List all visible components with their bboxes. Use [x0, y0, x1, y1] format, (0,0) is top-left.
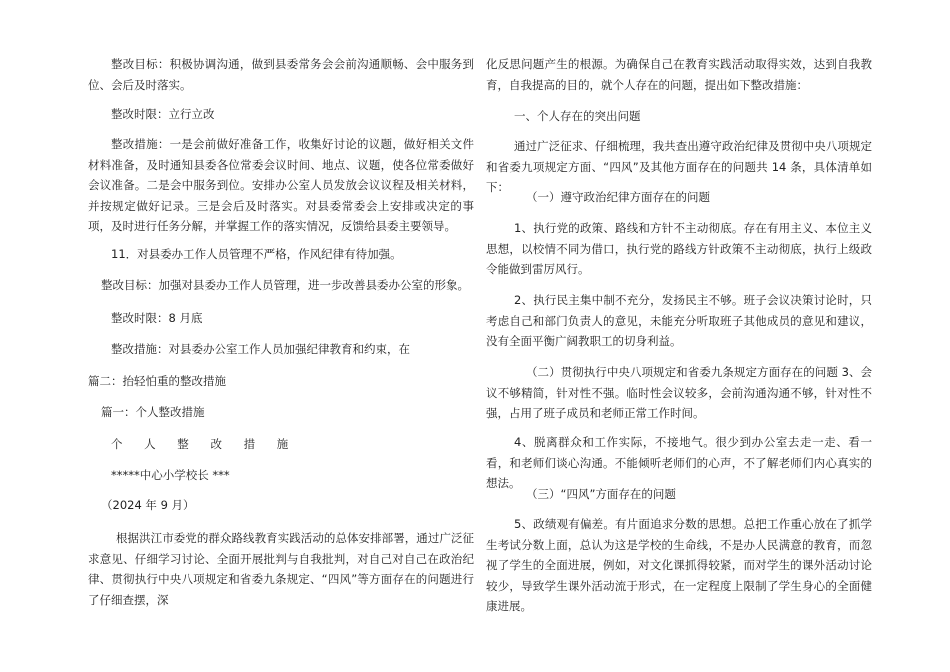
right-paragraph-1: 化反思问题产生的根源。为确保自己在教育实践活动取得实效，达到自我教育，自我提高的目的，就个人存在的问题，提出如下整改措施： — [486, 57, 872, 92]
author-line: *****中心小学校长 *** — [111, 468, 230, 482]
subsection-heading: 篇一：个人整改措施 — [101, 405, 205, 419]
right-heading-1: 一、个人存在的突出问题 — [514, 109, 641, 123]
right-paragraph-4: 2、执行民主集中制不充分，发扬民主不够。班子会议决策讨论时，只考虑自己和部门负责人的意见，未能充分听取班子其他成员的意见和建议，没有全面平衡广阔教职工的切身利益。 — [486, 293, 872, 348]
right-heading-2: （一）遵守政治纪律方面存在的问题 — [526, 190, 710, 204]
section-heading: 篇二：抬轻怕重的整改措施 — [88, 374, 226, 388]
left-paragraph-3: 整改措施：一是会前做好准备工作，收集好讨论的议题，做好相关文件材料准备，及时通知县委各位常委会议时间、地点、议题，使各位常委做好会议准备。二是会中服务到位。安排办公室人员发放会议议程及相关材料，并按规定做好记录。三是会后及时落实。对县委常委会上安排或决定的事项，及时进行任务分解，并掌握工作的落实情况，反馈给县委主要领导。 — [88, 137, 474, 233]
left-paragraph-5: 整改目标：加强对县委办工作人员管理，进一步改善县委办公室的形象。 — [101, 278, 469, 292]
left-paragraph-2: 整改时限：立行立改 — [111, 107, 215, 121]
right-heading-3: （三）“四风”方面存在的问题 — [526, 487, 676, 501]
right-paragraph-3: 1、执行党的政策、路线和方针不主动彻底。存在有用主义、本位主义思想，以校情不同为借口，执行党的路线方针政策不主动彻底，执行上级政令能做到雷厉风行。 — [486, 221, 872, 276]
right-paragraph-2: 通过广泛征求、仔细梳理，我共查出遵守政治纪律及贯彻中央八项规定和省委九项规定方面、“四风”及其他方面存在的问题共 14 条，具体清单如下： — [486, 139, 872, 194]
right-paragraph-6: 4、脱离群众和工作实际，不接地气。很少到办公室去走一走、看一看，和老师们谈心沟通。不能倾听老师们的心声，不了解老师们内心真实的想法。 — [486, 435, 872, 490]
date-line: （2024 年 9 月） — [101, 498, 195, 512]
right-paragraph-5: （二）贯彻执行中央八项规定和省委九条规定方面存在的问题 3、会议不够精简，针对性不强。临时性会议较多，会前沟通沟通不够，针对性不强，占用了班子成员和老师正常工作时间。 — [486, 365, 872, 420]
left-paragraph-7: 整改措施：对县委办公室工作人员加强纪律教育和约束，在 — [111, 342, 410, 356]
right-paragraph-7: 5、政绩观有偏差。有片面追求分数的思想。总把工作重心放在了抓学生考试分数上面，总认为这是学校的生命线，不是办人民满意的教育，而忽视了学生的全面进展，例如，对文化课抓得较紧，而对学生的课外活动讨论较少，导致学生课外活动流于形式，在一定程度上限制了学生身心的全面健康进展。 — [486, 517, 872, 613]
left-paragraph-4: 11．对县委办工作人员管理不严格，作风纪律有待加强。 — [111, 247, 402, 261]
left-paragraph-body: 根据洪江市委党的群众路线教育实践活动的总体安排部署，通过广泛征求意见、仔细学习讨论、全面开展批判与自我批判，对自己对自己在政治纪律、贯彻执行中央八项规定和省委九条规定、“四风”等方面存在的问题进行了仔细查摆，深 — [88, 531, 474, 607]
left-paragraph-6: 整改时限：8 月底 — [111, 311, 203, 325]
document-title: 个 人 整 改 措 施 — [111, 437, 298, 451]
left-paragraph-1: 整改目标：积极协调沟通，做到县委常务会会前沟通顺畅、会中服务到位、会后及时落实。 — [88, 57, 474, 92]
